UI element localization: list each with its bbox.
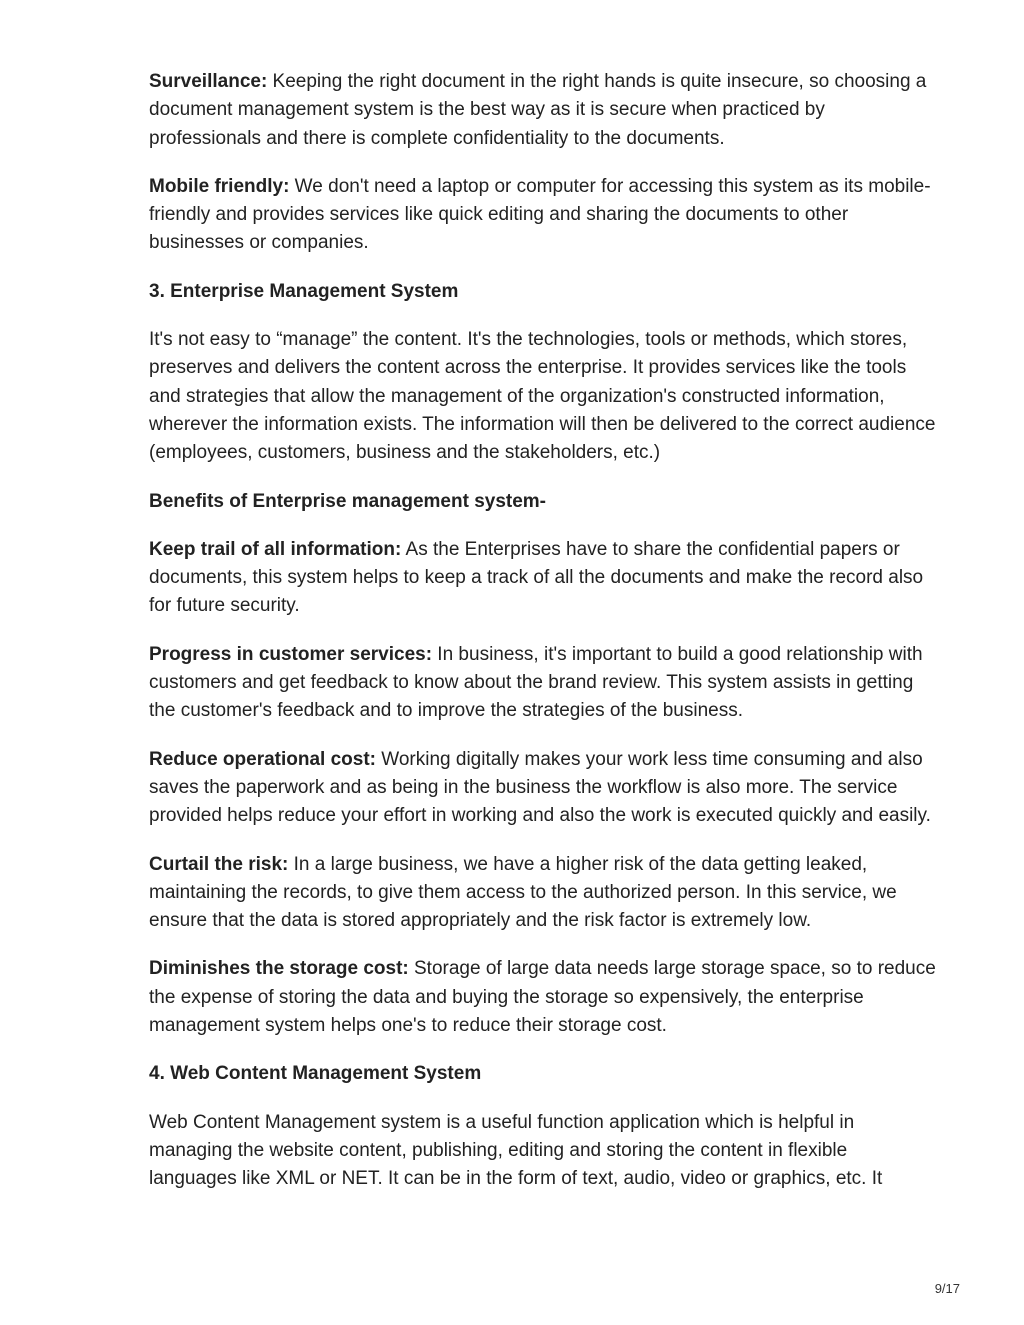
paragraph-curtail-risk [149,851,939,936]
paragraph-operational-cost [149,746,939,831]
term-label: Curtail the risk: [149,853,289,875]
paragraph-web-content-intro: Web Content Management system is a useful function application which is helpful in managing the website content, publishing, editing and storing the content in flexible languages like XML or NET. It can be in the form of text, audio, video or graphics, etc. It [149,1111,883,1190]
term-label: Mobile friendly: [149,175,290,197]
paragraph-keep-trail [149,536,939,621]
document-body [149,68,939,1214]
term-label: Reduce operational cost: [149,748,376,770]
paragraph-text: Keeping the right document in the right hands is quite insecure, so choosing a document management system is the best way as it is secure when practiced by professionals and there is complete confidentiality to the documents. [149,71,927,149]
term-label: Diminishes the storage cost: [149,958,409,980]
paragraph-text: We don't need a laptop or computer for accessing this system as its mobile-friendly and provides services like quick editing and sharing the documents to other businesses or companies. [149,175,931,254]
paragraph-enterprise-intro: It's not easy to “manage” the content. It's the technologies, tools or methods, which stores, preserves and delivers the content across the enterprise. It provides services like the tools and strategies that allow the management of the organization's constructed information, wherever the information exists. The information will then be delivered to the correct audience (employees, customers, business and the stakeholders, etc.) [149,329,936,464]
term-label: Keep trail of all information: [149,538,402,560]
paragraph-mobile-friendly [149,173,939,258]
paragraph-text: In business, it's important to build a good relationship with customers and get feedback to know about the brand review. This system assists in getting the customer's feedback and to improve the strategies of the business. [149,643,923,722]
paragraph-text: Working digitally makes your work less time consuming and also saves the paperwork and as being in the business the workflow is also more. The service provided helps reduce your effort in working and also the work is executed quickly and easily. [149,748,931,827]
paragraph-text: Storage of large data needs large storage space, so to reduce the expense of storing the data and buying the storage so expensively, the enterprise management system helps one's to reduce their storage cost. [149,958,936,1037]
benefits-heading: Benefits of Enterprise management system- [149,490,547,512]
page-number: 9/17 [934,1281,960,1296]
paragraph-storage-cost [149,955,939,1040]
section-heading-enterprise: 3. Enterprise Management System [149,280,459,302]
term-label: Surveillance: [149,71,268,92]
term-label: Progress in customer services: [149,643,433,665]
paragraph-surveillance [149,68,939,153]
section-heading-web-content: 4. Web Content Management System [149,1063,482,1085]
paragraph-customer-services [149,641,939,726]
paragraph-text: In a large business, we have a higher risk of the data getting leaked, maintaining the records, to give them access to the authorized person. In this service, we ensure that the data is stored appropriately and the risk factor is extremely low. [149,853,897,932]
paragraph-text: As the Enterprises have to share the confidential papers or documents, this system helps to keep a track of all the documents and make the record also for future security. [149,538,924,617]
